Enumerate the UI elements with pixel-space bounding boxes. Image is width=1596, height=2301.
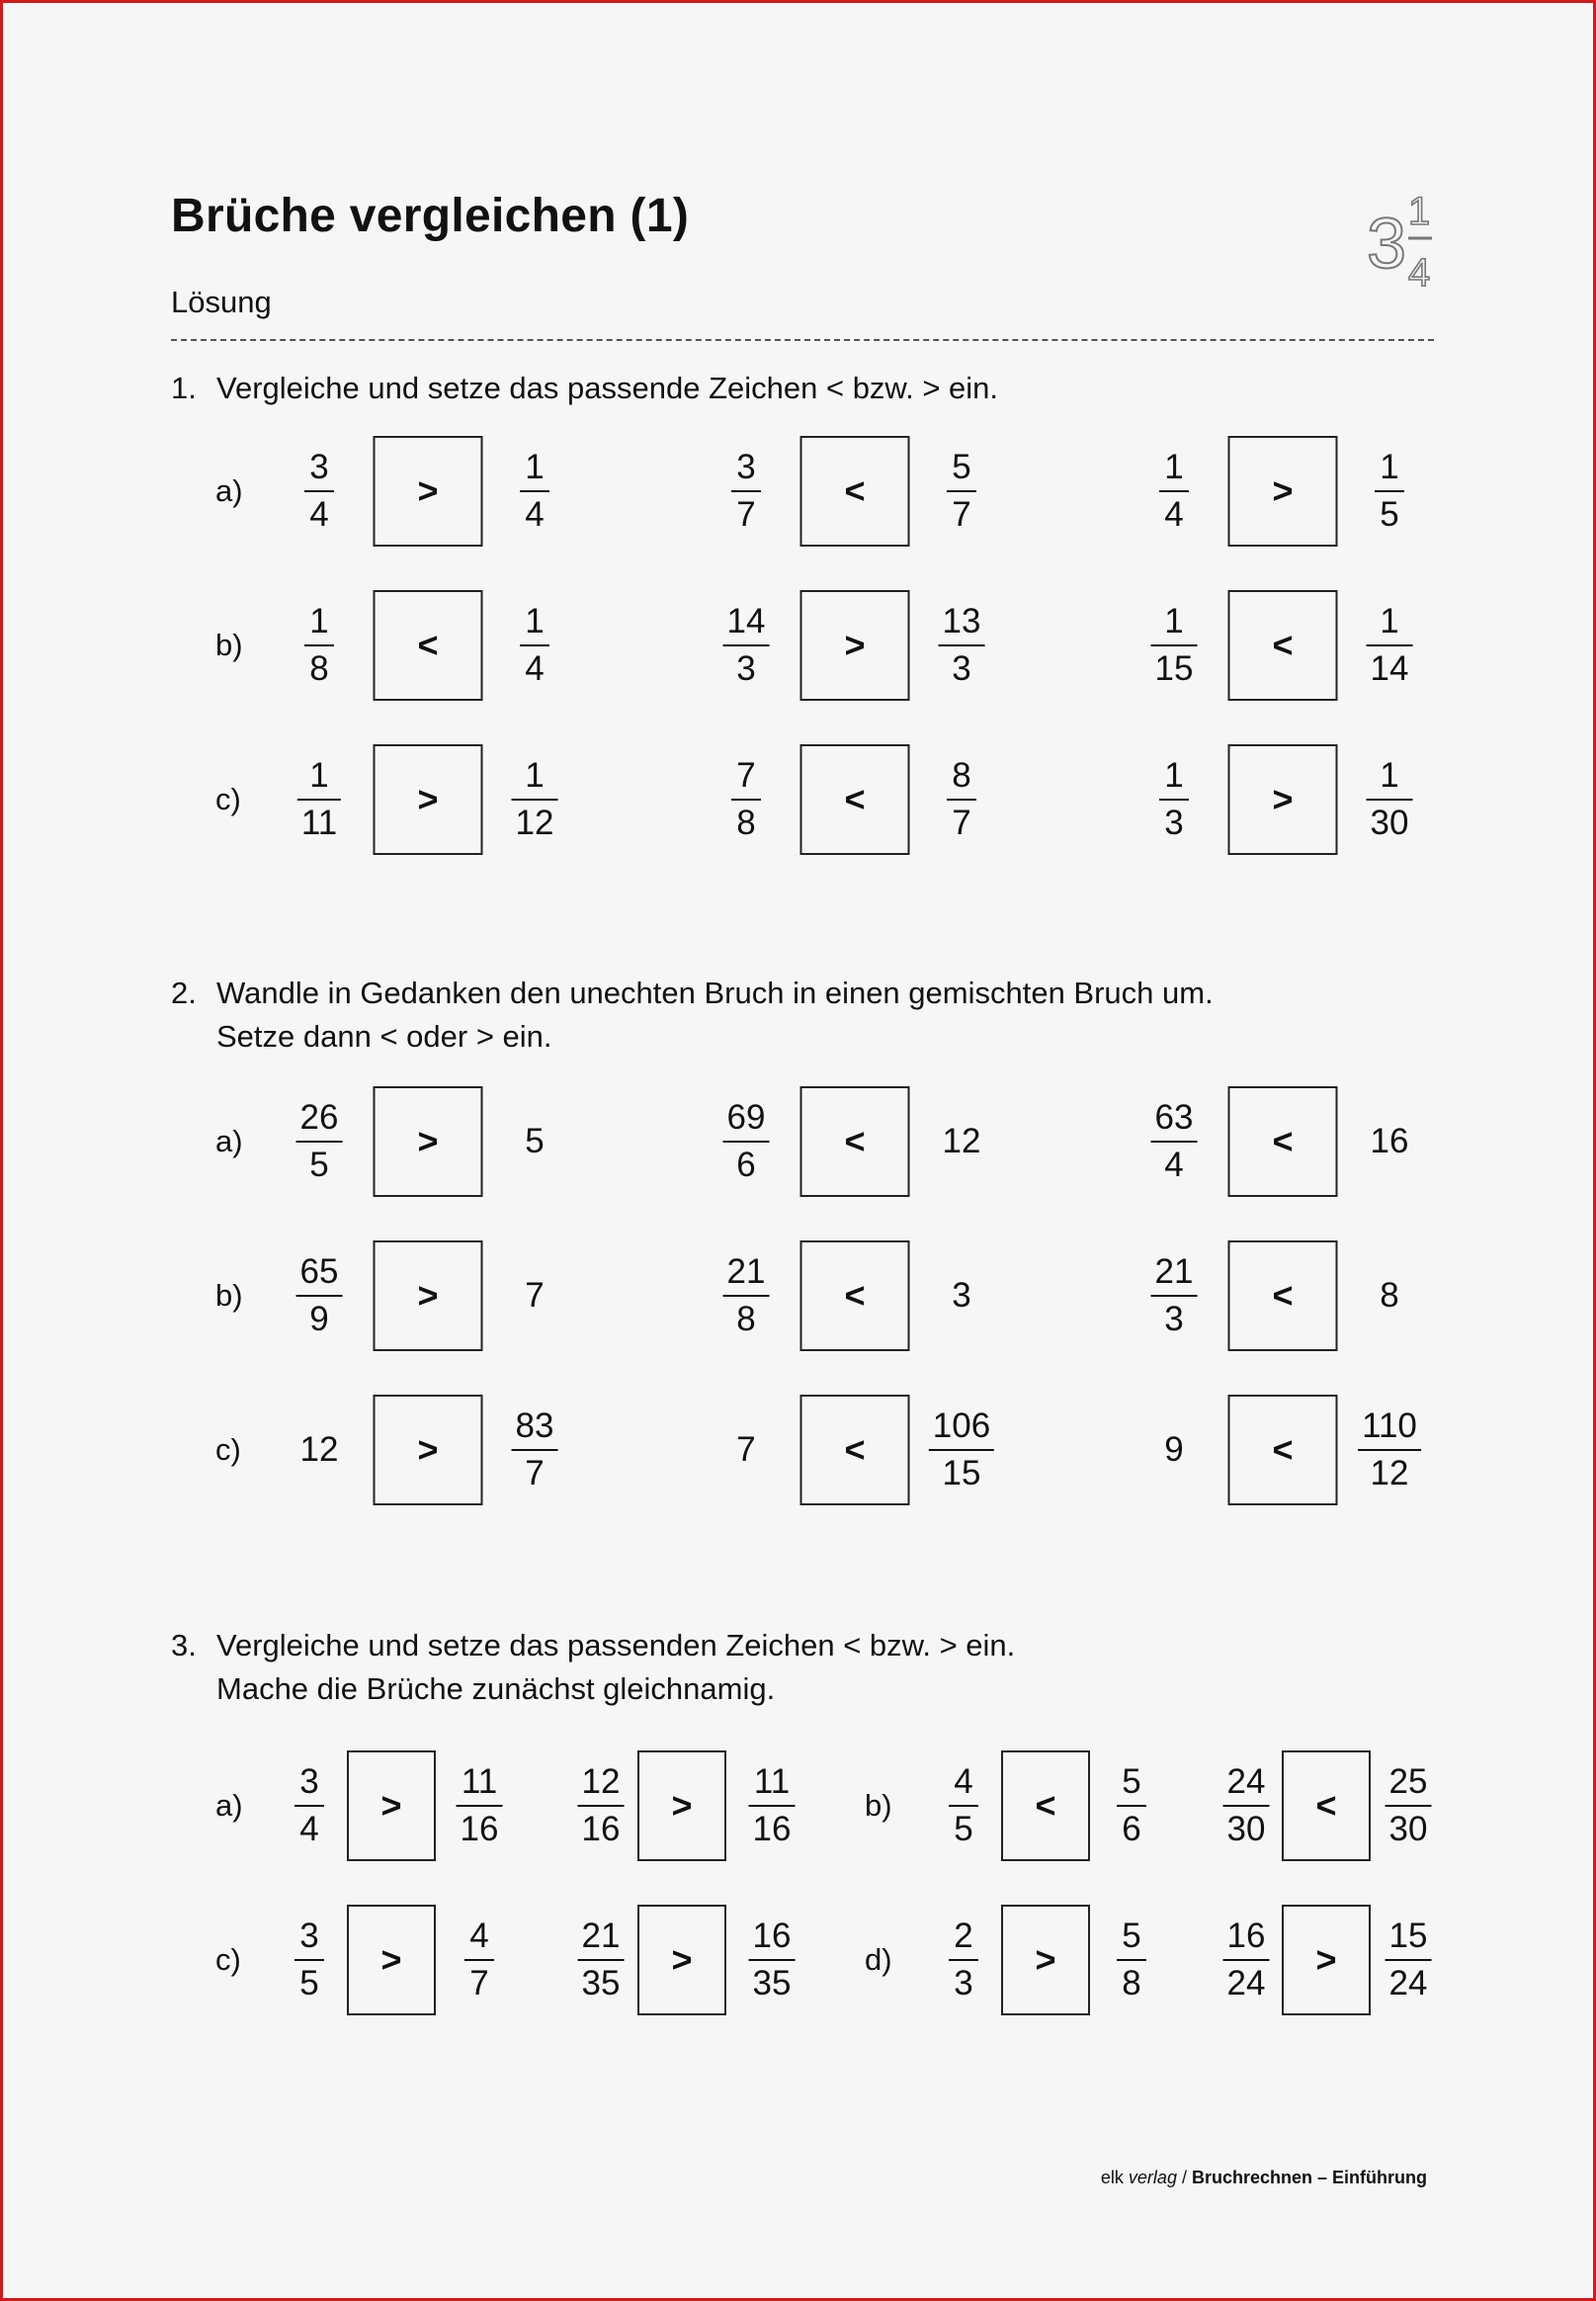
right-term: 5 [525, 1122, 545, 1160]
numerator: 1 [1380, 602, 1399, 640]
right-term [1386, 1905, 1432, 2015]
comparison-box: > [374, 1395, 483, 1505]
exercise-row [3, 744, 1596, 855]
fraction [296, 1095, 343, 1188]
denominator: 7 [525, 1454, 545, 1492]
task-text: Vergleiche und setze das passende Zeichen < bzw. > ein. [216, 371, 999, 405]
right-term [457, 1750, 503, 1861]
fraction [297, 753, 341, 846]
comparison-box: < [1228, 590, 1338, 701]
comparison-box: < [1228, 1086, 1338, 1197]
fraction [723, 599, 770, 692]
right-term [749, 1750, 796, 1861]
footer [1101, 2168, 1427, 2188]
left-term [578, 1750, 625, 1861]
numerator: 26 [299, 1098, 339, 1137]
right-term [1386, 1750, 1432, 1861]
row-label: b) [865, 1788, 892, 1823]
denominator: 30 [1370, 804, 1409, 842]
numerator: 7 [736, 756, 756, 795]
right-term [1117, 1750, 1146, 1861]
row-label: d) [865, 1942, 892, 1977]
fraction [520, 599, 549, 692]
denominator: 16 [752, 1810, 792, 1848]
fraction [731, 753, 761, 846]
denominator: 3 [954, 1964, 973, 2003]
fraction [749, 1759, 796, 1852]
left-term [1151, 590, 1198, 701]
fraction [294, 1759, 324, 1852]
fraction [512, 1404, 558, 1496]
left-term [723, 1240, 770, 1351]
numerator: 1 [1164, 602, 1184, 640]
fraction [512, 753, 558, 846]
denominator: 24 [1226, 1964, 1266, 2003]
denominator: 3 [1164, 804, 1184, 842]
fraction [1367, 599, 1413, 692]
numerator: 110 [1362, 1406, 1417, 1445]
numerator: 5 [1122, 1762, 1141, 1801]
fraction [949, 1914, 978, 2006]
denominator: 5 [299, 1964, 319, 2003]
fraction [731, 445, 761, 538]
right-term [1367, 744, 1413, 855]
row-label: a) [215, 1788, 243, 1823]
comparison-box: > [347, 1750, 436, 1861]
fraction [723, 1249, 770, 1342]
denominator: 12 [515, 804, 554, 842]
denominator: 15 [942, 1454, 981, 1492]
task-line [171, 1015, 1214, 1059]
numerator: 83 [515, 1406, 554, 1445]
denominator: 24 [1388, 1964, 1428, 2003]
denominator: 4 [1164, 1146, 1184, 1184]
left-term [578, 1905, 625, 2015]
comparison-box: > [1282, 1905, 1371, 2015]
comparison-box: > [374, 436, 483, 547]
left-term [1151, 1240, 1198, 1351]
numerator: 16 [1226, 1917, 1266, 1955]
fraction-logo-icon [1367, 187, 1436, 296]
left-term [1223, 1905, 1270, 2015]
exercise-row [3, 1086, 1596, 1197]
fraction [1375, 445, 1404, 538]
denominator: 4 [525, 495, 545, 534]
row-label: c) [215, 1432, 241, 1467]
left-term [731, 436, 761, 547]
denominator: 9 [309, 1300, 329, 1338]
fraction [1223, 1759, 1270, 1852]
fraction [723, 1095, 770, 1188]
numerator: 25 [1388, 1762, 1428, 1801]
comparison-box: < [1228, 1240, 1338, 1351]
numerator: 1 [525, 756, 545, 795]
denominator: 6 [1122, 1810, 1141, 1848]
task-line [171, 972, 1214, 1015]
right-term [939, 590, 985, 701]
fraction [1367, 753, 1413, 846]
left-term [294, 1750, 324, 1861]
left-term [304, 590, 334, 701]
comparison-box: < [800, 744, 910, 855]
numerator: 15 [1388, 1917, 1428, 1955]
numerator: 106 [932, 1406, 991, 1445]
denominator: 8 [736, 1300, 756, 1338]
exercise-row [3, 590, 1596, 701]
fraction [1223, 1914, 1270, 2006]
logo-numerator: 1 [1408, 190, 1431, 233]
task-number: 2. [171, 976, 197, 1010]
denominator: 4 [1164, 495, 1184, 534]
denominator: 5 [309, 1146, 329, 1184]
numerator: 11 [461, 1762, 498, 1801]
task-text: Wandle in Gedanken den unechten Bruch in einen gemischten Bruch um. [216, 976, 1214, 1010]
right-term: 7 [525, 1276, 545, 1315]
numerator: 3 [299, 1917, 319, 1955]
task-line [171, 1624, 1015, 1667]
fraction [578, 1759, 625, 1852]
fraction [1358, 1404, 1421, 1496]
fraction [1159, 753, 1189, 846]
fraction [304, 445, 334, 538]
denominator: 16 [460, 1810, 499, 1848]
denominator: 30 [1388, 1810, 1428, 1848]
fraction [749, 1914, 796, 2006]
denominator: 7 [469, 1964, 489, 2003]
numerator: 21 [581, 1917, 621, 1955]
numerator: 4 [469, 1917, 489, 1955]
left-term [297, 744, 341, 855]
fraction [1151, 599, 1198, 692]
numerator: 1 [309, 602, 329, 640]
exercise-row [3, 1240, 1596, 1351]
numerator: 63 [1154, 1098, 1194, 1137]
fraction [929, 1404, 994, 1496]
row-label: c) [215, 1942, 241, 1977]
right-term [947, 744, 976, 855]
right-term [512, 744, 558, 855]
numerator: 4 [954, 1762, 973, 1801]
comparison-box: > [374, 1240, 483, 1351]
right-term: 8 [1380, 1276, 1399, 1315]
left-term [304, 436, 334, 547]
left-term [296, 1086, 343, 1197]
row-label: c) [215, 782, 241, 816]
task-number: 3. [171, 1628, 197, 1662]
denominator: 15 [1154, 649, 1194, 688]
task-instruction [171, 1624, 1015, 1711]
page-subtitle: Lösung [171, 285, 272, 319]
exercise-row [3, 1395, 1596, 1505]
denominator: 8 [736, 804, 756, 842]
left-term: 9 [1164, 1430, 1184, 1469]
denominator: 7 [952, 495, 971, 534]
task-text: Mache die Brüche zunächst gleichnamig. [216, 1671, 776, 1706]
row-label: a) [215, 473, 243, 508]
denominator: 5 [1380, 495, 1399, 534]
numerator: 8 [952, 756, 971, 795]
fraction [457, 1759, 503, 1852]
denominator: 11 [300, 804, 338, 842]
numerator: 3 [736, 448, 756, 486]
left-term [723, 590, 770, 701]
left-term [949, 1905, 978, 2015]
numerator: 16 [752, 1917, 792, 1955]
numerator: 2 [954, 1917, 973, 1955]
left-term [296, 1240, 343, 1351]
comparison-box: > [1001, 1905, 1090, 2015]
numerator: 11 [753, 1762, 791, 1801]
numerator: 13 [942, 602, 981, 640]
denominator: 4 [525, 649, 545, 688]
task-number: 1. [171, 371, 197, 405]
denominator: 14 [1370, 649, 1409, 688]
comparison-box: > [637, 1750, 726, 1861]
denominator: 16 [581, 1810, 621, 1848]
comparison-box: > [637, 1905, 726, 2015]
right-term [520, 590, 549, 701]
numerator: 69 [726, 1098, 766, 1137]
fraction [578, 1914, 625, 2006]
numerator: 5 [1122, 1917, 1141, 1955]
comparison-box: > [374, 744, 483, 855]
task-line [171, 1667, 1015, 1711]
denominator: 4 [299, 1810, 319, 1848]
task-instruction [171, 972, 1214, 1059]
exercise-row [3, 436, 1596, 547]
numerator: 1 [1164, 756, 1184, 795]
numerator: 1 [1380, 756, 1399, 795]
denominator: 7 [736, 495, 756, 534]
footer-publisher-suffix: verlag [1123, 2168, 1177, 2187]
denominator: 12 [1370, 1454, 1409, 1492]
right-term [464, 1905, 494, 2015]
left-term [949, 1750, 978, 1861]
right-term [929, 1395, 994, 1505]
right-term [1375, 436, 1404, 547]
numerator: 1 [1380, 448, 1399, 486]
denominator: 4 [309, 495, 329, 534]
comparison-box: < [800, 1395, 910, 1505]
right-term [1117, 1905, 1146, 2015]
dashed-separator [171, 339, 1434, 341]
denominator: 7 [952, 804, 971, 842]
numerator: 3 [309, 448, 329, 486]
numerator: 14 [726, 602, 766, 640]
right-term [1367, 590, 1413, 701]
right-term: 12 [942, 1122, 981, 1160]
denominator: 30 [1226, 1810, 1266, 1848]
left-term: 12 [299, 1430, 339, 1469]
task-line [171, 367, 998, 410]
fraction [947, 445, 976, 538]
denominator: 6 [736, 1146, 756, 1184]
comparison-box: < [1228, 1395, 1338, 1505]
right-term [947, 436, 976, 547]
comparison-box: > [1228, 744, 1338, 855]
right-term [512, 1395, 558, 1505]
right-term [520, 436, 549, 547]
fraction [294, 1914, 324, 2006]
task-text: Setze dann < oder > ein. [216, 1019, 552, 1054]
left-term [294, 1905, 324, 2015]
row-label: b) [215, 628, 243, 662]
left-term [1159, 436, 1189, 547]
row-label: b) [215, 1278, 243, 1313]
left-term [1159, 744, 1189, 855]
comparison-box: > [347, 1905, 436, 2015]
comparison-box: < [800, 1086, 910, 1197]
fraction [520, 445, 549, 538]
logo-whole: 3 [1367, 205, 1407, 284]
comparison-box: > [1228, 436, 1338, 547]
fraction [1386, 1759, 1432, 1852]
denominator: 3 [1164, 1300, 1184, 1338]
left-term [731, 744, 761, 855]
left-term [1223, 1750, 1270, 1861]
right-term: 16 [1370, 1122, 1409, 1160]
footer-publisher: elk [1100, 2168, 1124, 2187]
fraction [304, 599, 334, 692]
exercise-row [3, 1905, 1596, 2015]
comparison-box: < [800, 1240, 910, 1351]
numerator: 65 [299, 1252, 339, 1291]
left-term: 7 [736, 1430, 756, 1469]
page-title: Brüche vergleichen (1) [171, 190, 690, 242]
comparison-box: < [800, 436, 910, 547]
numerator: 1 [1164, 448, 1184, 486]
denominator: 3 [952, 649, 971, 688]
numerator: 3 [299, 1762, 319, 1801]
exercise-row [3, 1750, 1596, 1861]
comparison-box: < [374, 590, 483, 701]
right-term [1358, 1395, 1421, 1505]
numerator: 21 [726, 1252, 766, 1291]
numerator: 21 [1154, 1252, 1194, 1291]
denominator: 8 [309, 649, 329, 688]
fraction [1151, 1095, 1198, 1188]
footer-separator: / [1176, 2168, 1192, 2187]
right-term: 3 [952, 1276, 971, 1315]
denominator: 5 [954, 1810, 973, 1848]
fraction [1159, 445, 1189, 538]
fraction [296, 1249, 343, 1342]
numerator: 5 [952, 448, 971, 486]
fraction [464, 1914, 494, 2006]
numerator: 1 [525, 602, 545, 640]
comparison-box: > [800, 590, 910, 701]
row-label: a) [215, 1124, 243, 1158]
numerator: 1 [525, 448, 545, 486]
fraction [949, 1759, 978, 1852]
numerator: 12 [581, 1762, 621, 1801]
fraction [1151, 1249, 1198, 1342]
numerator: 24 [1226, 1762, 1266, 1801]
denominator: 8 [1122, 1964, 1141, 2003]
denominator: 35 [581, 1964, 621, 2003]
fraction [947, 753, 976, 846]
fraction [939, 599, 985, 692]
fraction [1386, 1914, 1432, 2006]
logo-denominator: 4 [1408, 251, 1431, 295]
fraction [1117, 1914, 1146, 2006]
right-term [749, 1905, 796, 2015]
comparison-box: > [374, 1086, 483, 1197]
comparison-box: < [1282, 1750, 1371, 1861]
fraction [1117, 1759, 1146, 1852]
left-term [723, 1086, 770, 1197]
left-term [1151, 1086, 1198, 1197]
denominator: 3 [736, 649, 756, 688]
task-instruction [171, 367, 998, 410]
numerator: 1 [309, 756, 329, 795]
footer-book-title: Bruchrechnen – Einführung [1191, 2168, 1427, 2187]
comparison-box: < [1001, 1750, 1090, 1861]
task-text: Vergleiche und setze das passenden Zeichen < bzw. > ein. [216, 1628, 1016, 1662]
denominator: 35 [752, 1964, 792, 2003]
